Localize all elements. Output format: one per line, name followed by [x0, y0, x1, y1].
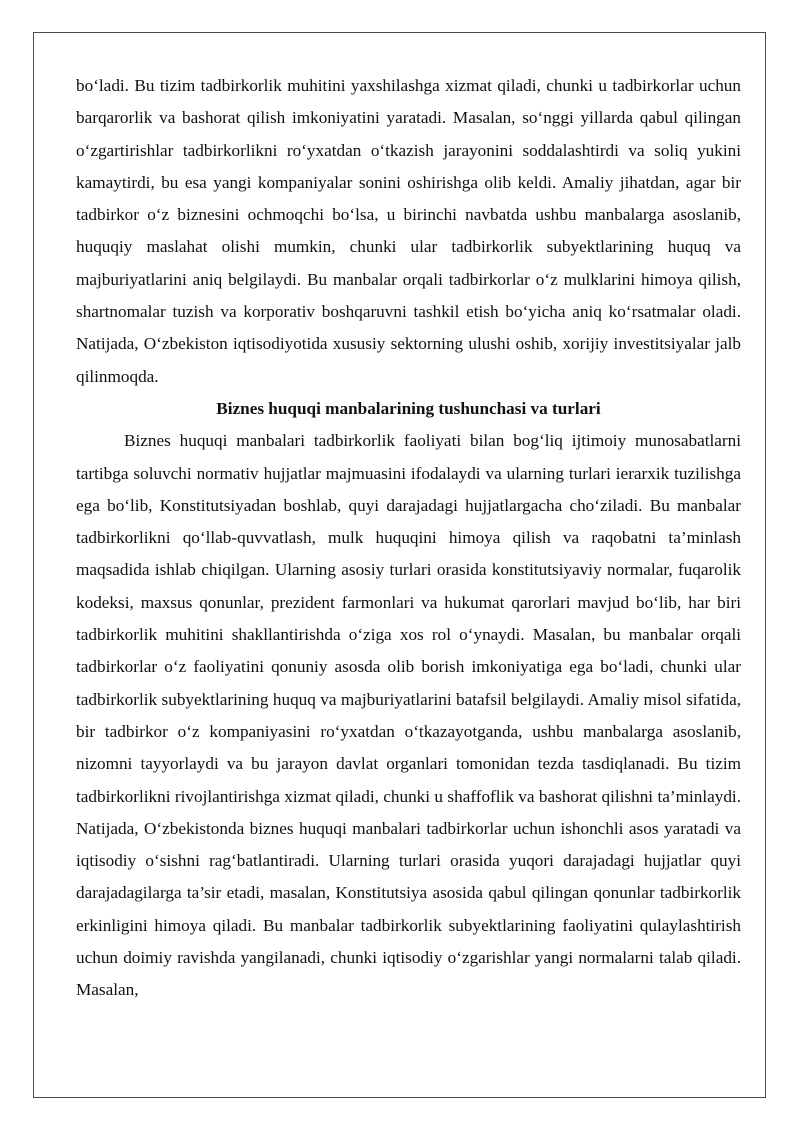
body-paragraph: Biznes huquqi manbalari tadbirkorlik faoliyati bilan bog‘liq ijtimoiy munosabatlarni tartibga soluvchi normativ hujjatlar majmuasini ifodalaydi va ularning turlari ierarxik tuzilishga ega bo‘lib, Konstitutsiyadan boshlab, quyi darajadagi hujjatlargacha cho‘ziladi. Bu manbalar tadbirkorlikni qo‘llab-quvvatlash, mulk huquqini himoya qilish va raqobatni ta’minlash maqsadida ishlab chiqilgan. Ularning asosiy turlari orasida konstitutsiyaviy normalar, fuqarolik kodeksi, maxsus qonunlar, prezident farmonlari va hukumat qarorlari mavjud bo‘lib, har biri tadbirkorlik muhitini shakllantirishda o‘ziga xos rol o‘ynaydi. Masalan, bu manbalar orqali tadbirkorlar o‘z faoliyatini qonuniy asosda olib borish imkoniyatiga ega bo‘ladi, chunki ular tadbirkorlik subyektlarining huquq va majburiyatlarini batafsil belgilaydi. Amaliy misol sifatida, bir tadbirkor o‘z kompaniyasini ro‘yxatdan o‘tkazayotganda, ushbu manbalarga asoslanib, nizomni tayyorlaydi va bu jarayon davlat organlari tomonidan tezda tasdiqlanadi. Bu tizim tadbirkorlikni rivojlantirishga xizmat qiladi, chunki u shaffoflik va bashorat qilishni ta’minlaydi. Natijada, O‘zbekistonda biznes huquqi manbalari tadbirkorlar uchun ishonchli asos yaratadi va iqtisodiy o‘sishni rag‘batlantiradi. Ularning turlari orasida yuqori darajadagi hujjatlar quyi darajadagilarga ta’sir etadi, masalan, Konstitutsiya asosida qabul qilingan qonunlar tadbirkorlik erkinligini himoya qiladi. Bu manbalar tadbirkorlik subyektlarining faoliyatini qulaylashtirish uchun doimiy ravishda yangilanadi, chunki iqtisodiy o‘zgarishlar yangi normalarni talab qiladi. Masalan,: [76, 431, 741, 1000]
body-paragraph: bo‘ladi. Bu tizim tadbirkorlik muhitini yaxshilashga xizmat qiladi, chunki u tadbirkorlar uchun barqarorlik va bashorat qilish imkoniyatini yaratadi. Masalan, so‘nggi yillarda qabul qilingan o‘zgartirishlar tadbirkorlikni ro‘yxatdan o‘tkazish jarayonini soddalashtirdi va soliq yukini kamaytirdi, bu esa yangi kompaniyalar sonini oshirishga olib keldi. Amaliy jihatdan, agar bir tadbirkor o‘z biznesini ochmoqchi bo‘lsa, u birinchi navbatda ushbu manbalarga asoslanib, huquqiy maslahat olishi mumkin, chunki ular tadbirkorlik subyektlarining huquq va majburiyatlarini aniq belgilaydi. Bu manbalar orqali tadbirkorlar o‘z mulklarini himoya qilish, shartnomalar tuzish va korporativ boshqaruvni tashkil etish bo‘yicha aniq ko‘rsatmalar oladi. Natijada, O‘zbekiston iqtisodiyotida xususiy sektorning ulushi oshib, xorijiy investitsiyalar jalb qilinmoqda.: [76, 76, 741, 386]
document-body: [76, 70, 741, 1007]
section-heading: Biznes huquqi manbalarining tushunchasi va turlari: [216, 398, 601, 418]
